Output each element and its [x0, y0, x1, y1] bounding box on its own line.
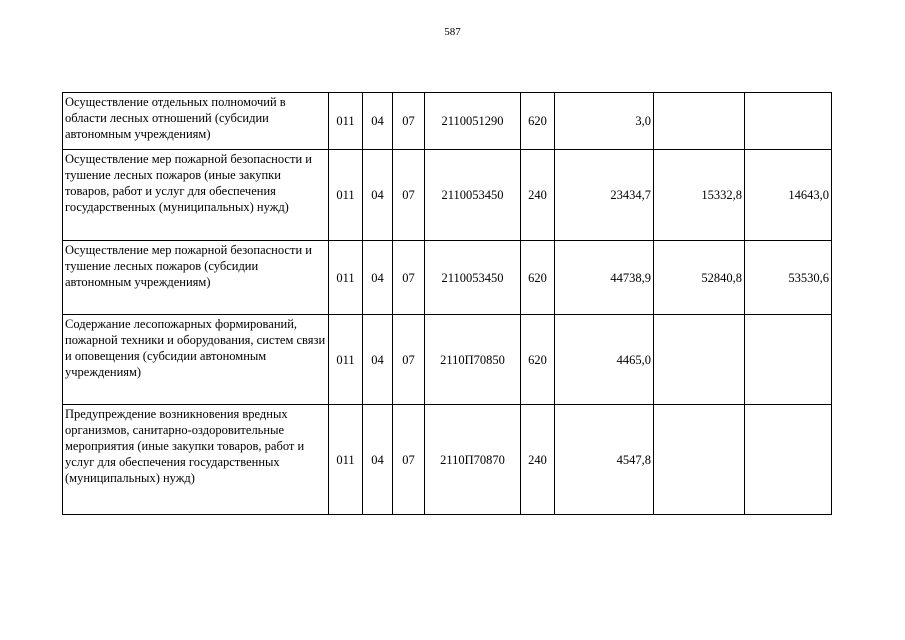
subsection-code-cell: 07 [393, 150, 425, 241]
row-name-cell: Осуществление мер пожарной безопасности и тушение лесных пожаров (иные закупки товаров, работ и услуг для обеспечения государственных (муниципальных) нужд) [63, 150, 329, 241]
row-name-cell: Осуществление мер пожарной безопасности и тушение лесных пожаров (субсидии автономным учреждениям) [63, 241, 329, 315]
table-row [63, 241, 832, 315]
target-article-cell: 2110053450 [425, 241, 521, 315]
target-article-cell: 2110П70850 [425, 315, 521, 405]
expense-type-cell: 620 [521, 93, 555, 150]
year2-amount-cell [654, 93, 745, 150]
year3-amount-cell [745, 405, 832, 515]
expense-type-cell: 620 [521, 241, 555, 315]
ministry-code-cell: 011 [329, 315, 363, 405]
ministry-code-cell: 011 [329, 150, 363, 241]
year3-amount-cell [745, 93, 832, 150]
expense-type-cell: 620 [521, 315, 555, 405]
section-code-cell: 04 [363, 93, 393, 150]
subsection-code-cell: 07 [393, 315, 425, 405]
year2-amount-cell [654, 405, 745, 515]
expense-type-cell: 240 [521, 150, 555, 241]
ministry-code-cell: 011 [329, 405, 363, 515]
expense-type-cell: 240 [521, 405, 555, 515]
budget-table [62, 92, 832, 515]
year1-amount-cell: 3,0 [555, 93, 654, 150]
year1-amount-cell: 4465,0 [555, 315, 654, 405]
subsection-code-cell: 07 [393, 405, 425, 515]
section-code-cell: 04 [363, 405, 393, 515]
year2-amount-cell [654, 315, 745, 405]
year1-amount-cell: 44738,9 [555, 241, 654, 315]
target-article-cell: 2110П70870 [425, 405, 521, 515]
section-code-cell: 04 [363, 150, 393, 241]
table-row [63, 150, 832, 241]
year3-amount-cell [745, 315, 832, 405]
subsection-code-cell: 07 [393, 93, 425, 150]
page-number: 587 [444, 26, 461, 38]
table-row [63, 315, 832, 405]
row-name-cell: Содержание лесопожарных формирований, пожарной техники и оборудования, систем связи и оповещения (субсидии автономным учреждениям) [63, 315, 329, 405]
row-name-cell: Предупреждение возникновения вредных организмов, санитарно-оздоровительные мероприятия (иные закупки товаров, работ и услуг для обеспечения государственных (муниципальных) нужд) [63, 405, 329, 515]
year3-amount-cell: 14643,0 [745, 150, 832, 241]
year1-amount-cell: 4547,8 [555, 405, 654, 515]
section-code-cell: 04 [363, 241, 393, 315]
target-article-cell: 2110051290 [425, 93, 521, 150]
table-row [63, 93, 832, 150]
ministry-code-cell: 011 [329, 93, 363, 150]
subsection-code-cell: 07 [393, 241, 425, 315]
year1-amount-cell: 23434,7 [555, 150, 654, 241]
section-code-cell: 04 [363, 315, 393, 405]
year2-amount-cell: 15332,8 [654, 150, 745, 241]
year2-amount-cell: 52840,8 [654, 241, 745, 315]
ministry-code-cell: 011 [329, 241, 363, 315]
target-article-cell: 2110053450 [425, 150, 521, 241]
year3-amount-cell: 53530,6 [745, 241, 832, 315]
table-row [63, 405, 832, 515]
row-name-cell: Осуществление отдельных полномочий в области лесных отношений (субсидии автономным учреждениям) [63, 93, 329, 150]
